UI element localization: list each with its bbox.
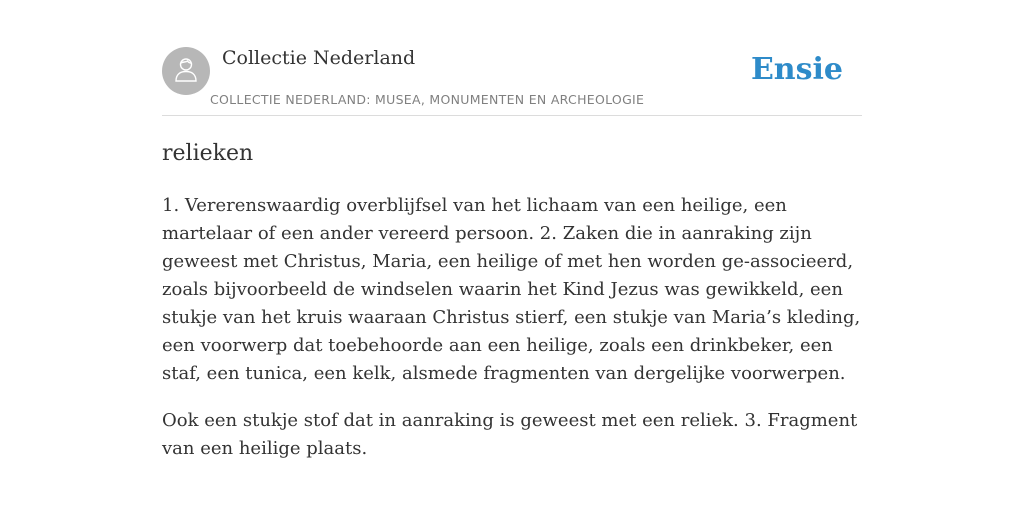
paragraph: Ook een stukje stof dat in aanraking is geweest met een reliek. 3. Fragment van een heilige plaats. bbox=[162, 410, 858, 459]
paragraph: 1. Vererenswaardig overblijfsel van het lichaam van een heilige, een martelaar of een ander vereerd persoon. 2. Zaken die in aanraking zijn geweest met Christus, Maria, een heilige of met hen worden ge-associeerd, zoals bijvoorbeeld de windselen waarin het Kind Jezus was gewikkeld, een stukje van het kruis waaraan Christus stierf, een stukje van Maria’s kleding, een voorwerp dat toebehoorde aan een heilige, zoals een drinkbeker, een staf, een tunica, een kelk, alsmede fragmenten van dergelijke voorwerpen. bbox=[162, 195, 861, 384]
header bbox=[162, 44, 862, 116]
user-avatar-icon bbox=[171, 54, 201, 89]
avatar[interactable] bbox=[162, 47, 210, 95]
brand-logo[interactable]: Ensie bbox=[750, 52, 843, 87]
page-title: relieken bbox=[162, 141, 254, 166]
author-name[interactable]: Collectie Nederland bbox=[222, 47, 416, 69]
entry-body bbox=[162, 192, 862, 482]
collection-subtitle[interactable]: COLLECTIE NEDERLAND: MUSEA, MONUMENTEN EN ARCHEOLOGIE bbox=[210, 92, 645, 107]
